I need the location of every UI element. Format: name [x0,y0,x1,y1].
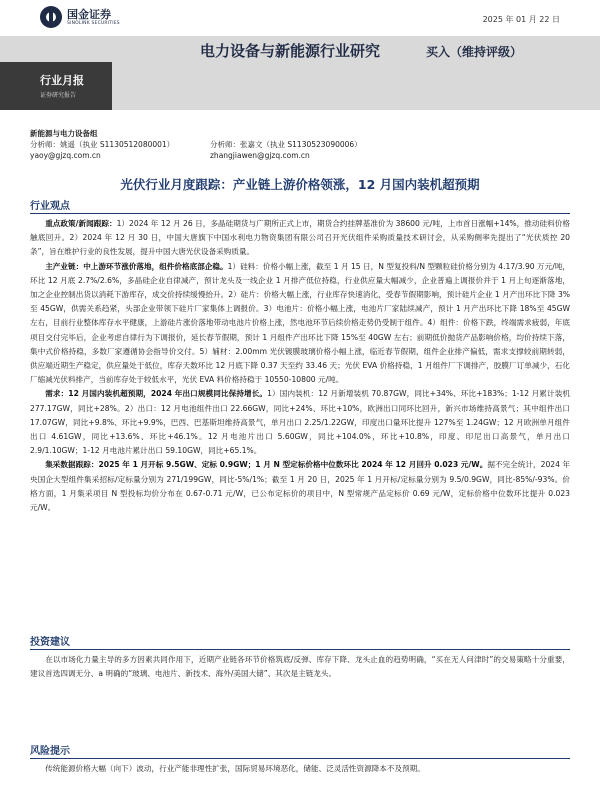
paragraph-demand-text: 1）国内装机：12 月新增装机 70.87GW，同比+34%、环比+183%；1-12 月累计装机 277.17GW，同比+28%。2）出口：12 月电池组件出口 22.66GW，同比+24%、环比+10%，欧洲出口同环比回升，新兴市场维持高景气；其中组件出口 17.07GW，同比+9.8%、环比+9.9%，巴西、巴基斯坦维持高景气，单月出口 2.25/1.22GW，印度出口量环比提升 127%至 1.24GW；12 月欧洲单月组件出口 4.61GW，同比+13.6%、环比+46.1%。12 月电池片出口 5.60GW，同比+104.0%，环比+10.8%，印度、印尼出口高景气，单月出口 2.9/1.10GW；1-12 月电池片累计出口 59.10GW，同比+65.1%。 [30,389,570,456]
paragraph-policy-lead: 重点政策/新闻跟踪： [45,219,117,228]
company-logo [40,6,120,28]
section-title-risk: 风险提示 [30,742,570,759]
paragraph-demand-lead: 需求：12 月国内装机超预期，2024 年出口规模同比保持增长。 [45,389,268,399]
report-type: 行业月报 [40,74,84,87]
paragraph-supply-chain-lead: 主产业链：中上游环节涨价落地，组件价格底部企稳。 [45,261,228,271]
section-title-viewpoint: 行业观点 [30,197,570,214]
paragraph-investment: 在以市场化力量主导的多方因素共同作用下，近期产业链各环节价格筑底/反弹、库存下降、龙头止血的趋势明确，“买在无人问津时”的交易策略十分重要，建议首选四调无分、a 明确的“玻璃、电池片、新技术、海外/美国大储”、其次是主链龙头。 [30,655,570,679]
report-title: 电力设备与新能源行业研究 [200,42,381,60]
analyst-group: 新能源与电力设备组 [30,129,98,138]
paragraph-demand [30,387,570,458]
section-investment [30,633,570,681]
logo-name-en: SINOLINK SECURITIES [67,20,120,26]
report-type-panel [0,62,112,110]
report-date: 2025 年 01 月 22 日 [482,15,560,24]
paragraph-supply-chain-text: 1）硅料：价格小幅上涨，截至 1 月 15 日，N 型复投料/N 型颗粒硅价格分别为 4.17/3.90 万元/吨，环比 12 月底 2.7%/2.6%，多晶硅企业自律减产，预计龙头及一线企业 1 月排产低位持稳，行业供应量大幅减少，企业普遍上调报价并于 1 月上旬逐渐落地，加之企业控制出货以消耗下游库存，成交价持续缓慢抬升。2）硅片：价格大幅上涨，行业库存快速消化，受春节假期影响，预计硅片企业 1 月产出环比下降 3%至 45GW，供需关系趋紧，头部企业带领下硅片厂家集体上调报价。3）电池片：价格小幅上涨，电池片厂家陆续减产，预计 1 月产出环比下降 18%至 45GW 左右，目前行业整体库存水平健康，上游硅片涨价落地带动电池片价格上涨，然电池环节后续价格走势仍受制于组件。4）组件：价格下跌，终端需求疲弱，年底项目交付完毕后，企业考虑自律行为下调报价，延长春节假期，预计 1 月组件产出环比下降 15%至 40GW 左右；前期低价抛货产品影响价格，均价持续下落，集中式价格持稳，多数厂家遵循协会指导价交付。5）辅材：2.00mm 光伏镀膜玻璃价格小幅上涨，临近春节假期，组件企业排产偏低，需求支撑较前期转弱，供应端近期生产稳定，供应量处于低位，库存天数环比 12 月底下降 0.37 天至约 33.46 天；光伏 EVA 价格持稳，1 月组件厂下调排产，胶膜厂订单减少，石化厂缩减光伏料排产，当前库存处于较低水平，光伏 EVA 料价格持稳于 10550-10800 元/吨。 [30,261,571,385]
analyst-info [30,128,570,160]
paragraph-policy-text: 1）2024 年 12 月 26 日，多晶硅期货与广期所正式上市，期货合约挂牌基准价为 38600 元/吨，上市首日涨幅+14%，推动硅料价格触底回升。2）2024 年 12 月 30 日，中国大唐旗下中国水利电力物资集团有限公司召开光伏组件采购质量技术研讨会，从采购侧率先提出了“光伏质控 20 条”，旨在维护行业的良性发展，提升中国大唐光伏设备采购质量。 [30,219,570,257]
analyst-2-email: zhangjiawen@gjzq.com.cn [210,151,310,160]
section-viewpoint [30,197,570,515]
analyst-1-name: 分析师：姚遥（执业 S1130512080001） [30,140,175,149]
analyst-1 [30,139,174,161]
section-risk [30,742,570,776]
paragraph-procurement [30,458,570,515]
paragraph-policy [30,217,570,260]
analyst-2-name: 分析师：张嘉文（执业 S1130523090006） [210,140,362,149]
analyst-2 [210,139,362,161]
header-band [0,0,600,110]
paragraph-risk: 传统能源价格大幅（向下）波动，行业产能非理性扩张，国际贸易环境恶化，储能、泛灵活性资源降本不及预期。 [45,764,425,773]
paragraph-procurement-text: 据不完全统计，2024 年央国企大型组件集采招标/定标量分别为 271/199GW，同比-5%/1%；截至 1 月 20 日，2025 年 1 月开标/定标量分别为 9.5/0.9GW，同比-85%/-93%。价格方面，1 月集采项目 N 型投标均价分布在 0.67-0.71 元/W，已公布定标价的项目中，N 型常规产品定标价 0.69 元/W，定标价格中位数环比提升 0.023 元/W。 [30,460,570,513]
report-subtype: 证券研究报告 [40,92,77,99]
logo-name-cn: 国金证券 [67,7,111,21]
logo-mark-icon [40,6,62,28]
rating-label: 买入（维持评级） [426,45,523,59]
section-title-investment: 投资建议 [30,633,570,650]
paragraph-procurement-lead: 集采数据跟踪：2025 年 1 月开标 9.5GW、定标 0.9GW；1 月 N 型定标价格中位数环比 2024 年 12 月回升 0.023 元/W。 [45,460,488,470]
analyst-1-email: yaoy@gjzq.com.cn [30,151,101,160]
paragraph-supply-chain [30,260,570,388]
main-heading: 光伏行业月度跟踪：产业链上游价格领涨，12 月国内装机超预期 [120,177,480,192]
